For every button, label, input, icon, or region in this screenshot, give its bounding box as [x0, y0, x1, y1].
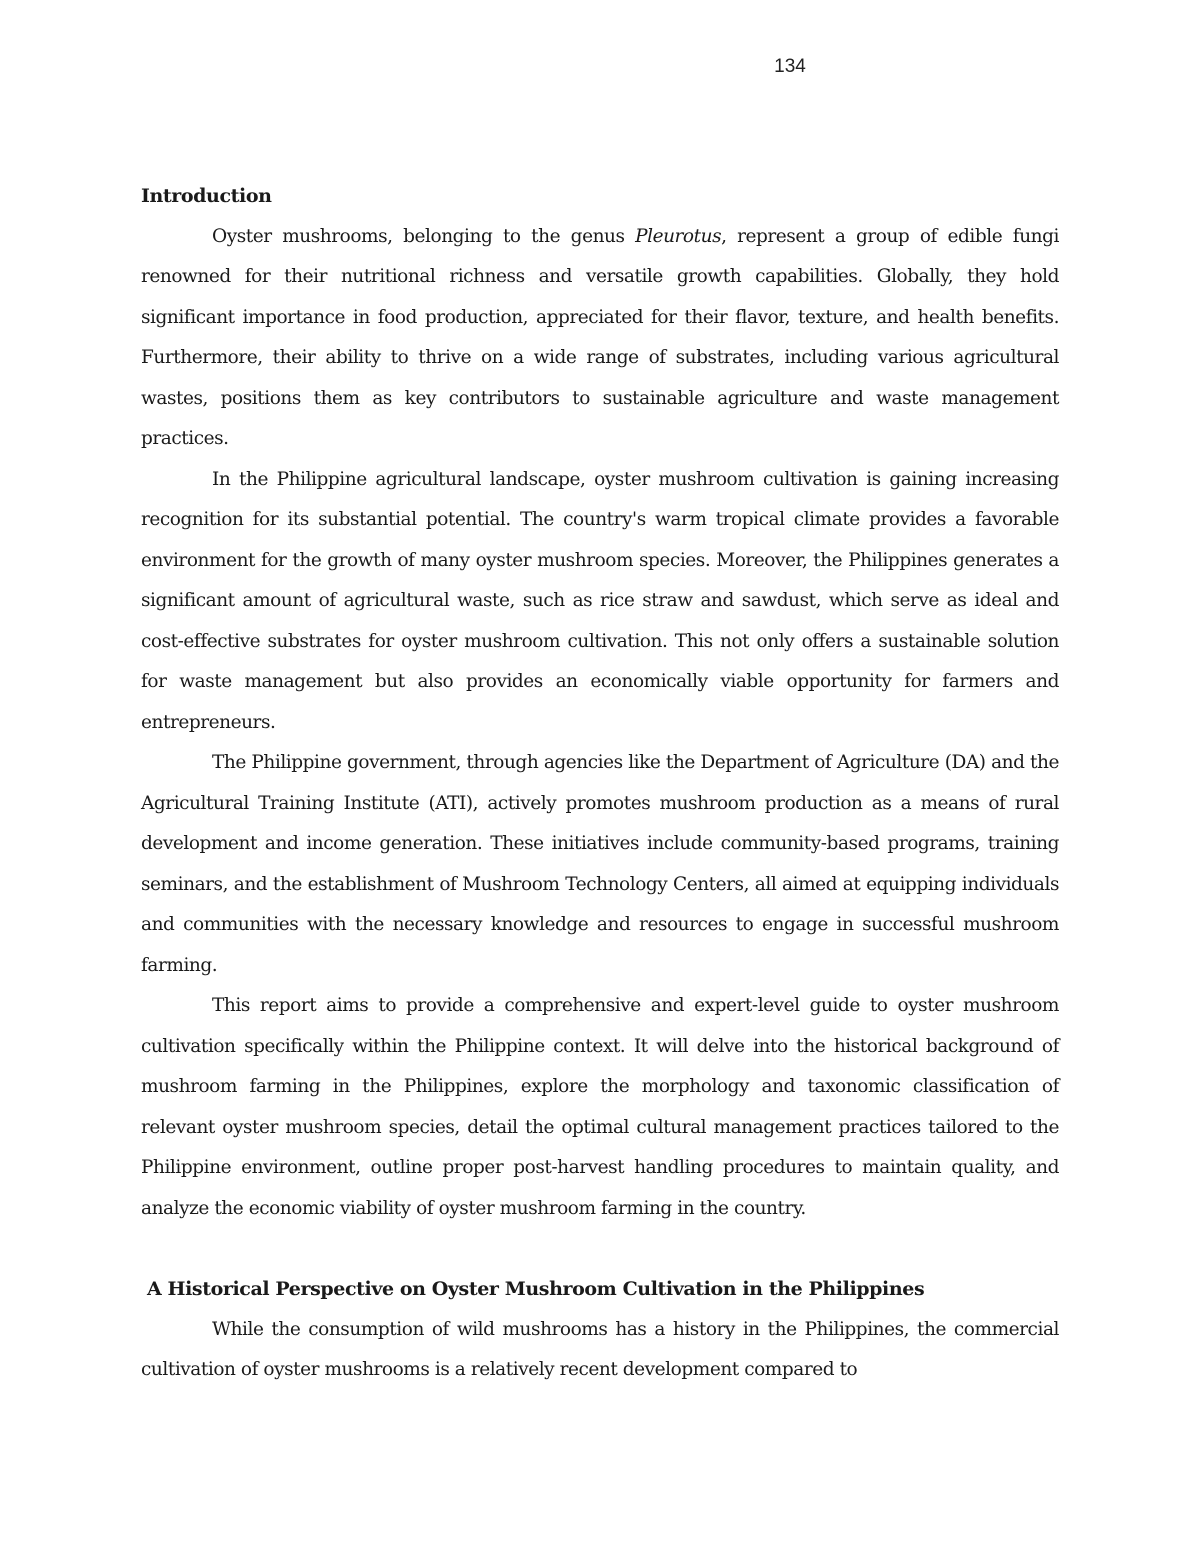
introduction-heading: Introduction	[141, 185, 272, 207]
paragraph-text: , represent a group of edible fungi renowned for their nutritional richness and versatile growth capabilities. Globally, they hold significant importance in food production, appreciated for their flavor, texture, and health benefits. Furthermore, their ability to thrive on a wide range of substrates, including various agricultural wastes, positions them as key contributors to sustainable agriculture and waste management practices.	[141, 225, 1059, 449]
introduction-paragraph-2: In the Philippine agricultural landscape, oyster mushroom cultivation is gaining increasing recognition for its substantial potential. The country's warm tropical climate provides a favorable environment for the growth of many oyster mushroom species. Moreover, the Philippines generates a significant amount of agricultural waste, such as rice straw and sawdust, which serve as ideal and cost-effective substrates for oyster mushroom cultivation. This not only offers a sustainable solution for waste management but also provides an economically viable opportunity for farmers and entrepreneurs.	[141, 468, 1059, 733]
introduction-paragraph-3: The Philippine government, through agencies like the Department of Agriculture (DA) and the Agricultural Training Institute (ATI), actively promotes mushroom production as a means of rural development and income generation. These initiatives include community-based programs, training seminars, and the establishment of Mushroom Technology Centers, all aimed at equipping individuals and communities with the necessary knowledge and resources to engage in successful mushroom farming.	[141, 752, 1059, 976]
document-body	[141, 176, 1059, 1391]
history-paragraph-1: While the consumption of wild mushrooms has a history in the Philippines, the commercial cultivation of oyster mushrooms is a relatively recent development compared to	[141, 1318, 1059, 1380]
history-heading: A Historical Perspective on Oyster Mushroom Cultivation in the Philippines	[147, 1278, 925, 1300]
paragraph-text: Oyster mushrooms, belonging to the genus	[212, 225, 636, 247]
introduction-paragraph-4: This report aims to provide a comprehensive and expert-level guide to oyster mushroom cultivation specifically within the Philippine context. It will delve into the historical background of mushroom farming in the Philippines, explore the morphology and taxonomic classification of relevant oyster mushroom species, detail the optimal cultural management practices tailored to the Philippine environment, outline proper post-harvest handling procedures to maintain quality, and analyze the economic viability of oyster mushroom farming in the country.	[141, 995, 1059, 1219]
introduction-paragraph-1	[141, 217, 1059, 460]
section-spacer	[141, 1229, 1059, 1269]
genus-name: Pleurotus	[635, 225, 722, 247]
page-number: 134	[774, 56, 806, 77]
